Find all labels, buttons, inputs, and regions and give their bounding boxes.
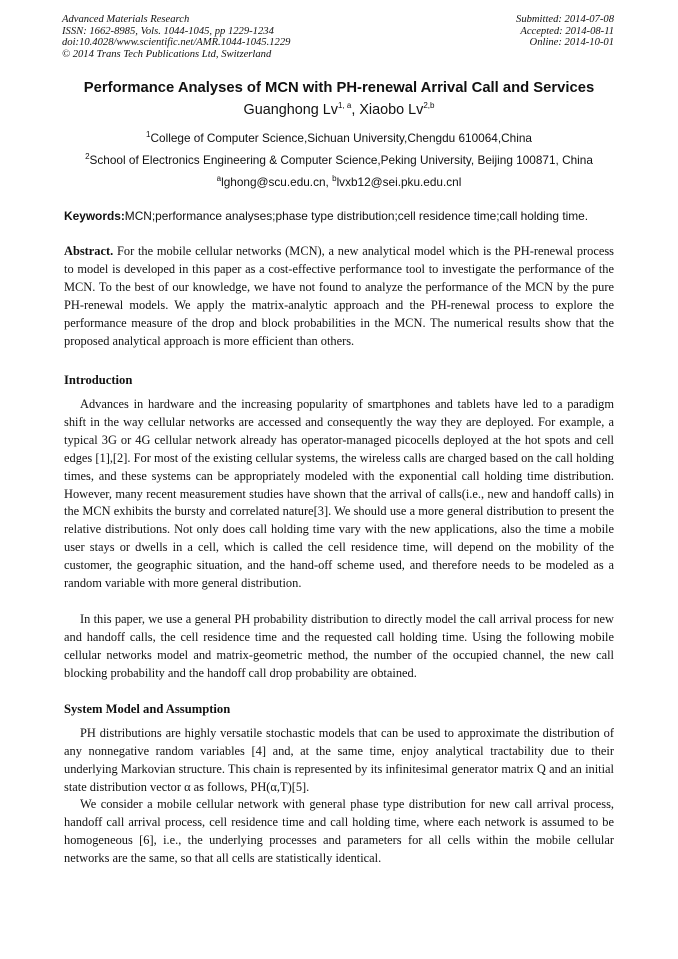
email-mark: b [332,174,337,184]
section-heading: System Model and Assumption [64,702,231,716]
author-name: Guanghong Lv [243,102,338,118]
email-text: lghong@scu.edu.cn, [221,175,333,189]
affiliation-mark: 1 [146,130,151,140]
email-text: lvxb12@sei.pku.edu.cnl [336,175,462,189]
body-paragraph: In this paper, we use a general PH probability distribution to directly model the call arrival process for new and handoff calls, the cell residence time and the requested call holding time. Using the following mobile cellular networks model and matrix-geometric method, the number of the occupied channel, the new call blocking probability and the handoff call drop probability are obtained. [64,612,614,680]
journal-info [62,14,422,60]
abstract-label: Abstract. [64,244,114,258]
submitted-date: Submitted: 2014-07-08 [516,14,614,25]
paper-title: Performance Analyses of MCN with PH-renewal Arrival Call and Services [83,80,595,96]
issn-line: ISSN: 1662-8985, Vols. 1044-1045, pp 1229-1234 [62,25,274,37]
keywords-text: MCN;performance analyses;phase type distribution;cell residence time;call holding time. [124,209,589,223]
abstract [64,243,614,350]
affiliation-text: School of Electronics Engineering & Computer Science,Peking University, Beijing 100871, China [89,153,593,167]
copyright-line: © 2014 Trans Tech Publications Ltd, Switzerland [62,48,272,60]
affiliation-text: College of Computer Science,Sichuan University,Chengdu 610064,China [150,131,532,145]
affiliation [30,153,648,167]
author-affiliation-mark: 2,b [423,101,435,111]
keywords [64,209,616,223]
keywords-label: Keywords: [64,209,125,223]
publication-dates [394,14,614,49]
accepted-date: Accepted: 2014-08-11 [520,25,614,37]
body-paragraph: Advances in hardware and the increasing popularity of smartphones and tablets have led to a paradigm shift in the way cellular networks are accessed and consequently the way they are deployed. For example, a typical 3G or 4G cellular network already has operator-managed picocells deployed at the hot spots and cell edges [1],[2]. For most of the existing cellular systems, the wireless calls are charged based on the call holding times, and these systems can be appropriately modeled with the exponential call holding time distribution. However, many recent measurement studies have shown that the arrival of calls(i.e., new and handoff calls) in the MCN exhibits the bursty and correlated nature[3]. We should use a more general distribution to present the relative distributions. Not only does call holding time vary with the new applications, also the time a mobile user stays or dwells in a cell, which is called the cell residence time, will depend on the mobility of the customer, the geographic situation, and the hand-off scheme used, and therefore needs to be modeled as a random variable with more general distribution. [64,397,614,591]
author-separator: , [351,102,360,118]
affiliation [30,131,648,145]
author-name: Xiaobo Lv [359,102,424,118]
section-heading: Introduction [64,373,133,387]
online-date: Online: 2014-10-01 [529,37,614,49]
affiliation-mark: 2 [85,152,90,162]
email-mark: a [216,174,222,184]
body-paragraph: We consider a mobile cellular network with general phase type distribution for new call arrival process, handoff call arrival process, cell residence time and call holding time, where each network is assumed to be homogeneous [6], i.e., the underlying processes and parameters for all cells within the mobile cellular networks are the same, so that all cells are statistically identical. [64,797,614,865]
author-affiliation-mark: 1, a [337,101,352,111]
author-list [40,101,638,119]
journal-name: Advanced Materials Research [62,14,190,25]
author-emails [30,175,648,189]
body-paragraph: PH distributions are highly versatile stochastic models that can be used to approximate the distribution of any nonnegative random variables [4] and, at the same time, enjoy analytical tractability due to their underlying Markovian structure. This chain is represented by its infinitesimal generator matrix Q and an initial state distribution vector α as follows, PH(α,T)[5]. [64,726,614,794]
doi-line: doi:10.4028/www.scientific.net/AMR.1044-1045.1229 [62,37,291,49]
abstract-text: For the mobile cellular networks (MCN), a new analytical model which is the PH-renewal process to model is developed in this paper as a cost-effective performance tool to investigate the performance of the MCN. To the best of our knowledge, we have not found to analyze the performance of the MCN by the pure PH-renewal models. We apply the matrix-analytic approach and the PH-renewal process to explore the performance measure of the drop and block probabilities in the MCN. The numerical results show that the proposed analytical approach is more efficient than others. [64,244,614,348]
